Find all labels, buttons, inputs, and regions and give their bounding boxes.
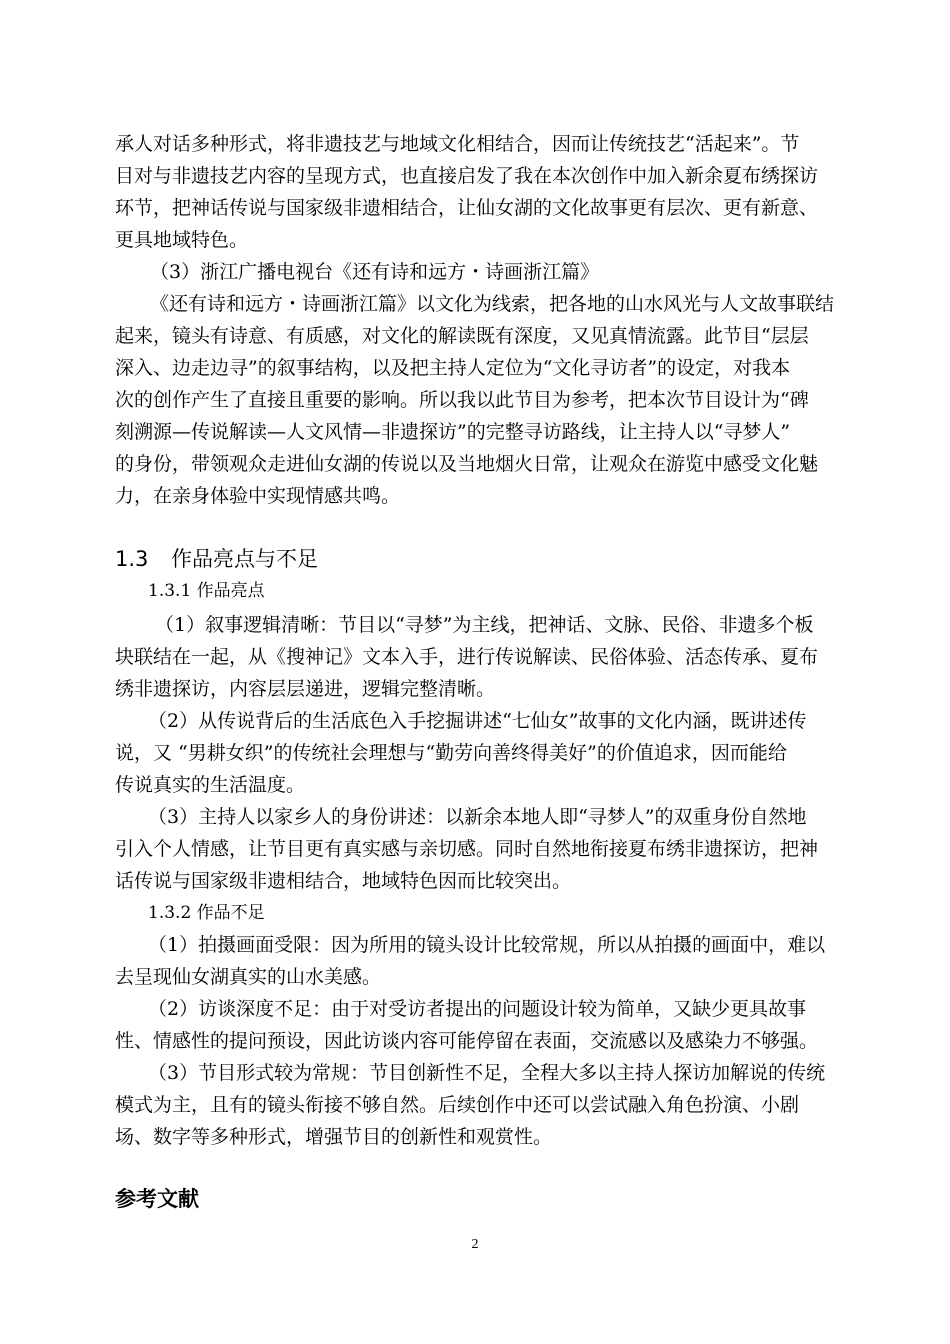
section-title: 作品亮点与不足: [171, 547, 318, 571]
paragraph-line: 更具地域特色。: [115, 229, 249, 251]
paragraph-line: （3）节目形式较为常规：节目创新性不足，全程大多以主持人探访加解说的传统: [148, 1062, 826, 1084]
paragraph-line: 场、数字等多种形式，增强节目的创新性和观赏性。: [115, 1126, 553, 1148]
paragraph-line: 引入个人情感，让节目更有真实感与亲切感。同时自然地衔接夏布绣非遗探访，把神: [115, 838, 819, 860]
section-number: 1.3: [115, 547, 149, 571]
paragraph-line: 《还有诗和远方・诗画浙江篇》以文化为线索，把各地的山水风光与人文故事联结: [150, 293, 835, 315]
paragraph-line: 去呈现仙女湖真实的山水美感。: [115, 966, 382, 988]
paragraph-line: 力，在亲身体验中实现情感共鸣。: [115, 485, 401, 507]
paragraph-line: 块联结在一起，从《搜神记》文本入手，进行传说解读、民俗体验、活态传承、夏布: [115, 646, 819, 668]
item-title: （3）浙江广播电视台《还有诗和远方・诗画浙江篇》: [150, 261, 600, 283]
paragraph-line: 说，又 “男耕女织”的传统社会理想与“勤劳向善终得美好”的价值追求，因而能给: [115, 742, 787, 764]
page-number: 2: [471, 1237, 479, 1252]
paragraph-line: 承人对话多种形式，将非遗技艺与地域文化相结合，因而让传统技艺“活起来”。节: [115, 133, 800, 155]
paragraph-line: （2）从传说背后的生活底色入手挖掘讲述“七仙女”故事的文化内涵，既讲述传: [148, 710, 807, 732]
paragraph-line: 环节，把神话传说与国家级非遗相结合，让仙女湖的文化故事更有层次、更有新意、: [115, 197, 819, 219]
paragraph-line: 模式为主，且有的镜头衔接不够自然。后续创作中还可以尝试融入角色扮演、小剧: [115, 1094, 800, 1116]
paragraph-line: （1）拍摄画面受限：因为所用的镜头设计比较常规，所以从拍摄的画面中，难以: [148, 934, 826, 956]
paragraph-line: 绣非遗探访，内容层层递进，逻辑完整清晰。: [115, 678, 496, 700]
section-heading: [115, 546, 318, 572]
references-heading: 参考文献: [115, 1187, 199, 1211]
subsection-heading: 1.3.2 作品不足: [148, 903, 265, 923]
subsection-heading: 1.3.1 作品亮点: [148, 581, 265, 601]
paragraph-line: （3）主持人以家乡人的身份讲述：以新余本地人即“寻梦人”的双重身份自然地: [148, 806, 807, 828]
paragraph-line: 次的创作产生了直接且重要的影响。所以我以此节目为参考，把本次节目设计为“碑: [115, 389, 809, 411]
paragraph-line: 性、情感性的提问预设，因此访谈内容可能停留在表面，交流感以及感染力不够强。: [115, 1030, 819, 1052]
paragraph-line: 的身份，带领观众走进仙女湖的传说以及当地烟火日常，让观众在游览中感受文化魅: [115, 453, 819, 475]
paragraph-line: （2）访谈深度不足：由于对受访者提出的问题设计较为简单，又缺少更具故事: [148, 998, 807, 1020]
paragraph-line: （1）叙事逻辑清晰：节目以“寻梦”为主线，把神话、文脉、民俗、非遗多个板: [155, 614, 814, 636]
paragraph-line: 刻溯源—传说解读—人文风情—非遗探访”的完整寻访路线，让主持人以“寻梦人”: [115, 421, 791, 443]
paragraph-line: 话传说与国家级非遗相结合，地域特色因而比较突出。: [115, 870, 572, 892]
paragraph-line: 目对与非遗技艺内容的呈现方式，也直接启发了我在本次创作中加入新余夏布绣探访: [115, 165, 819, 187]
paragraph-line: 起来，镜头有诗意、有质感，对文化的解读既有深度，又见真情流露。此节目“层层: [115, 325, 809, 347]
paragraph-line: 深入、边走边寻”的叙事结构，以及把主持人定位为“文化寻访者”的设定，对我本: [115, 357, 791, 379]
paragraph-line: 传说真实的生活温度。: [115, 774, 306, 796]
